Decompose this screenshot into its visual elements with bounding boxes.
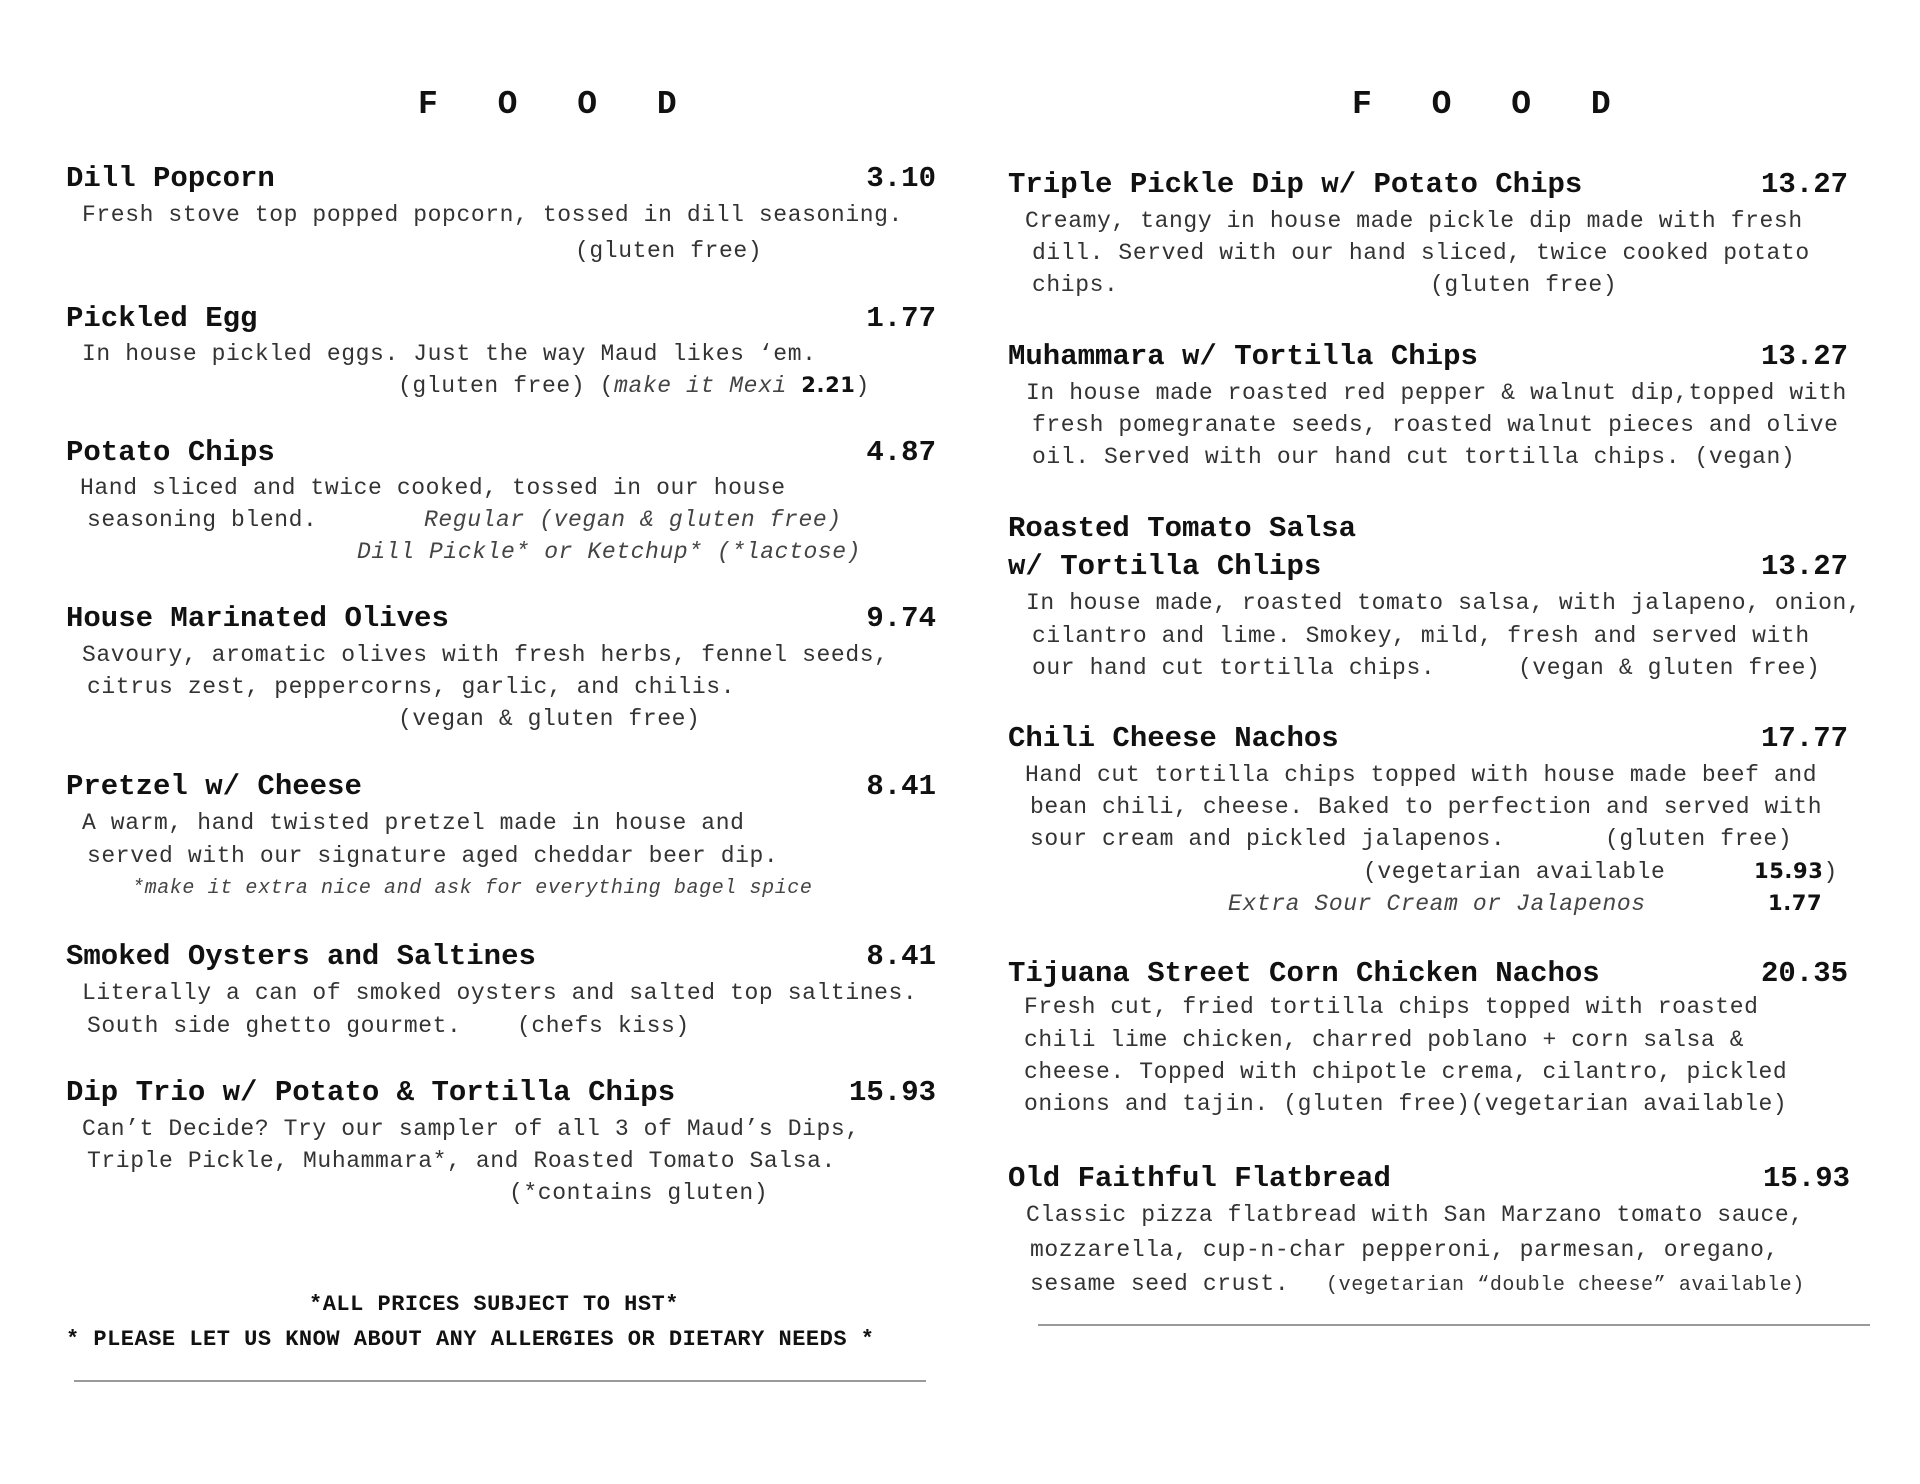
vegetarian-price-value: 15.93 (1754, 859, 1824, 883)
option-note: Regular (vegan & gluten free) (424, 507, 842, 533)
item-description: cheese. Topped with chipotle crema, cilantro, pickled (1024, 1059, 1788, 1085)
item-price: 9.74 (866, 602, 936, 635)
item-description: Hand sliced and twice cooked, tossed in our house (80, 475, 786, 501)
item-name: Tijuana Street Corn Chicken Nachos (1008, 957, 1600, 990)
item-price: 8.41 (866, 770, 936, 803)
item-price: 1.77 (866, 302, 936, 335)
note-suffix: ) (855, 373, 870, 399)
extra-price-value: 1.77 (1768, 891, 1823, 915)
item-name: Dip Trio w/ Potato & Tortilla Chips (66, 1076, 676, 1109)
item-price: 13.27 (1760, 168, 1848, 201)
item-price: 20.35 (1760, 957, 1848, 990)
item-name: Dill Popcorn (66, 162, 275, 195)
vegetarian-note-close: ) (1823, 859, 1838, 885)
item-description: oil. Served with our hand cut tortilla chips. (vegan) (1032, 444, 1796, 470)
item-description: Can’t Decide? Try our sampler of all 3 of Maud’s Dips, (82, 1116, 860, 1142)
dietary-note (398, 373, 870, 399)
item-description: Literally a can of smoked oysters and salted top saltines. (82, 980, 918, 1006)
bottom-divider (1038, 1324, 1870, 1326)
item-description: In house made, roasted tomato salsa, with jalapeno, onion, (1026, 590, 1862, 616)
item-name: Smoked Oysters and Saltines (66, 940, 536, 973)
dietary-note: (*contains gluten) (509, 1180, 769, 1206)
dietary-note: (gluten free) (1430, 272, 1618, 298)
option-note: *make it extra nice and ask for everything bagel spice (132, 877, 813, 900)
item-description: bean chili, cheese. Baked to perfection and served with (1030, 794, 1823, 820)
dietary-note: (vegan & gluten free) (1518, 655, 1821, 681)
dietary-note: (vegetarian “double cheese” available) (1326, 1274, 1805, 1297)
item-name: Chili Cheese Nachos (1008, 722, 1339, 755)
vegetarian-note: (vegetarian available (1363, 859, 1666, 885)
right-food-heading: F O O D (1352, 86, 1631, 123)
item-description: mozzarella, cup-n-char pepperoni, parmesan, oregano, (1030, 1237, 1779, 1263)
item-description: our hand cut tortilla chips. (1032, 655, 1436, 681)
item-name: House Marinated Olives (66, 602, 449, 635)
item-price: 17.77 (1760, 722, 1848, 755)
item-description: In house made roasted red pepper & walnut dip,topped with (1026, 380, 1847, 406)
item-price: 8.41 (866, 940, 936, 973)
item-description: served with our signature aged cheddar beer dip. (87, 843, 779, 869)
item-price: 13.27 (1760, 340, 1848, 373)
note-italic: make it Mexi (614, 373, 787, 399)
item-description: Classic pizza flatbread with San Marzano tomato sauce, (1026, 1202, 1804, 1228)
vegetarian-price (1754, 859, 1838, 885)
item-description: seasoning blend. (87, 507, 318, 533)
item-description: Triple Pickle, Muhammara*, and Roasted Tomato Salsa. (87, 1148, 836, 1174)
left-food-heading: F O O D (418, 86, 697, 123)
dietary-note: (chefs kiss) (517, 1013, 690, 1039)
item-price: 15.93 (1762, 1162, 1850, 1195)
item-price: 15.93 (848, 1076, 936, 1109)
item-name-continued: w/ Tortilla Chlips (1008, 550, 1322, 583)
item-description: chips. (1032, 272, 1119, 298)
item-description: Creamy, tangy in house made pickle dip made with fresh (1025, 208, 1803, 234)
item-name: Pretzel w/ Cheese (66, 770, 362, 803)
item-description: onions and tajin. (gluten free)(vegetarian available) (1024, 1091, 1788, 1117)
item-name: Roasted Tomato Salsa (1008, 512, 1357, 545)
item-price: 13.27 (1760, 550, 1848, 583)
item-name: Potato Chips (66, 436, 275, 469)
note-prefix: (gluten free) ( (398, 373, 615, 399)
note-price: 2.21 (801, 373, 856, 397)
extra-note: Extra Sour Cream or Jalapenos (1228, 891, 1646, 917)
item-description: fresh pomegranate seeds, roasted walnut pieces and olive (1032, 412, 1839, 438)
item-description: Fresh stove top popped popcorn, tossed in dill seasoning. (82, 202, 903, 228)
item-name: Pickled Egg (66, 302, 258, 335)
item-price: 4.87 (866, 436, 936, 469)
hst-notice: *ALL PRICES SUBJECT TO HST* (309, 1292, 679, 1317)
item-name: Triple Pickle Dip w/ Potato Chips (1008, 168, 1583, 201)
item-description: In house pickled eggs. Just the way Maud likes ‘em. (82, 341, 817, 367)
dietary-note: (gluten free) (575, 238, 763, 264)
item-price: 3.10 (866, 162, 936, 195)
item-description: chili lime chicken, charred poblano + corn salsa & (1024, 1027, 1745, 1053)
item-description: sour cream and pickled jalapenos. (1030, 826, 1506, 852)
item-name: Muhammara w/ Tortilla Chips (1008, 340, 1478, 373)
bottom-divider (74, 1380, 926, 1382)
item-description: dill. Served with our hand sliced, twice cooked potato (1032, 240, 1810, 266)
item-description: A warm, hand twisted pretzel made in house and (82, 810, 745, 836)
extra-price (1768, 891, 1822, 917)
dietary-note: (vegan & gluten free) (398, 706, 701, 732)
option-note: Dill Pickle* or Ketchup* (*lactose) (357, 539, 862, 565)
dietary-note: (gluten free) (1605, 826, 1793, 852)
item-description: Hand cut tortilla chips topped with house made beef and (1025, 762, 1818, 788)
item-name: Old Faithful Flatbread (1008, 1162, 1391, 1195)
item-description: Savoury, aromatic olives with fresh herbs, fennel seeds, (82, 642, 889, 668)
item-description: citrus zest, peppercorns, garlic, and chilis. (87, 674, 736, 700)
item-description: Fresh cut, fried tortilla chips topped with roasted (1024, 994, 1759, 1020)
item-description: cilantro and lime. Smokey, mild, fresh and served with (1032, 623, 1810, 649)
item-description: South side ghetto gourmet. (87, 1013, 462, 1039)
item-description: sesame seed crust. (1030, 1271, 1290, 1297)
allergy-notice: * PLEASE LET US KNOW ABOUT ANY ALLERGIES OR DIETARY NEEDS * (66, 1327, 875, 1352)
